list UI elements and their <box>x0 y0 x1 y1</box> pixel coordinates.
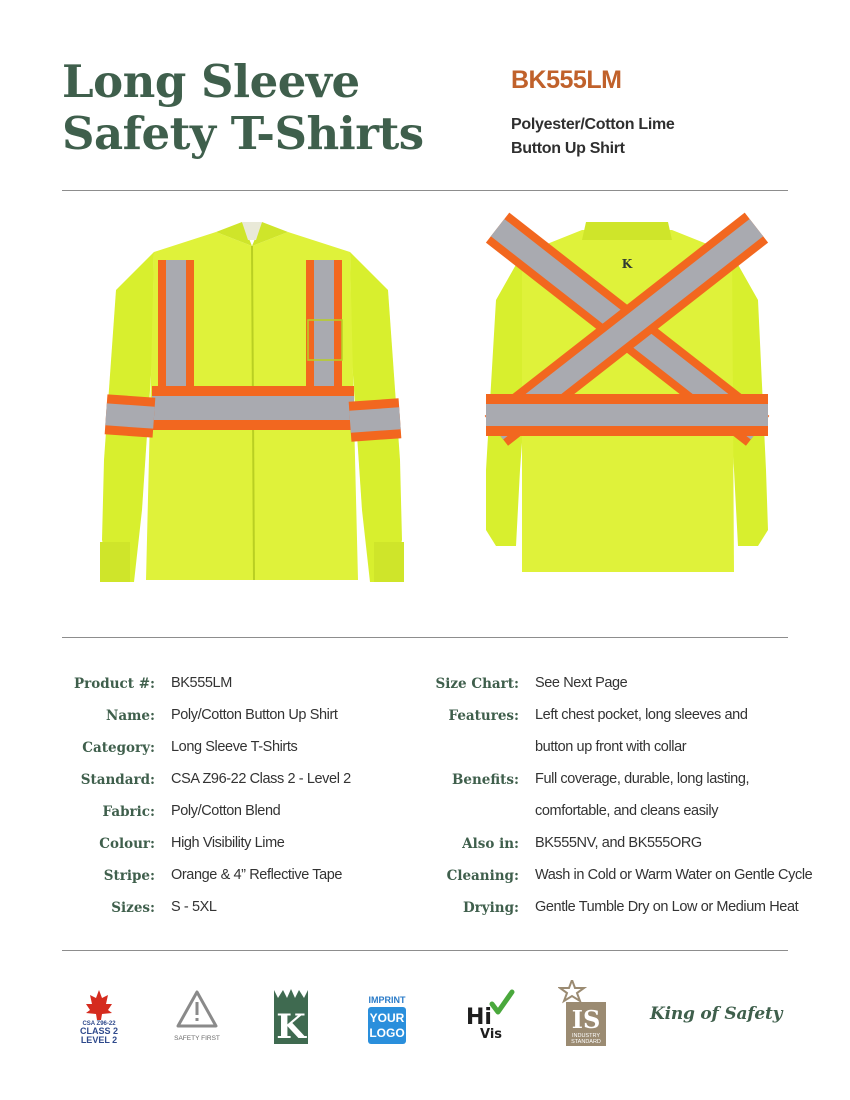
title-line-1: Long Sleeve <box>62 55 360 108</box>
is-line-1: INDUSTRY <box>571 1033 601 1039</box>
spec-row <box>424 670 786 702</box>
spec-row <box>62 862 402 894</box>
spec-value: comfortable, and cleans easily <box>535 803 719 819</box>
front-shirt-image <box>96 210 408 610</box>
imprint-top-text: IMPRINT <box>368 995 406 1005</box>
spec-label: Colour: <box>99 836 155 852</box>
divider-middle <box>62 637 788 638</box>
subtitle-line-2: Button Up Shirt <box>511 140 625 157</box>
spec-row <box>62 766 402 798</box>
checkmark-icon <box>492 992 512 1012</box>
hi-vis-badge <box>462 980 516 1055</box>
spec-value: button up front with collar <box>535 739 687 755</box>
is-main-text: IS <box>571 1005 601 1034</box>
spec-row <box>62 894 402 926</box>
industry-standard-badge <box>558 980 612 1055</box>
imprint-line-2: LOGO <box>369 1026 405 1040</box>
back-shirt-image <box>482 210 772 610</box>
hivis-vis-text: Vis <box>480 1027 503 1042</box>
spec-value: Gentle Tumble Dry on Low or Medium Heat <box>535 899 799 915</box>
spec-value: Orange & 4” Reflective Tape <box>171 867 343 883</box>
specs-right-column <box>424 670 813 926</box>
spec-row <box>62 702 402 734</box>
spec-row <box>424 798 786 830</box>
csa-line-2: CLASS 2 <box>79 1026 119 1036</box>
divider-bottom <box>62 950 788 951</box>
spec-label: Sizes: <box>111 900 155 916</box>
spec-row <box>62 734 402 766</box>
csa-line-3: LEVEL 2 <box>80 1035 118 1045</box>
svg-text:K: K <box>621 257 633 271</box>
csa-line-1: CSA Z96-22 <box>82 1021 116 1027</box>
spec-row <box>424 734 786 766</box>
subtitle-line-1: Polyester/Cotton Lime <box>511 116 675 133</box>
spec-row <box>424 862 813 894</box>
imprint-line-1: YOUR <box>369 1011 405 1025</box>
spec-label: Fabric: <box>102 804 155 820</box>
spec-value: CSA Z96-22 Class 2 - Level 2 <box>171 771 351 787</box>
hivis-hi-text: Hi <box>466 1005 492 1030</box>
spec-value: BK555LM <box>171 675 232 691</box>
spec-label: Benefits: <box>451 772 519 788</box>
spec-value: See Next Page <box>535 675 628 691</box>
safety-first-badge <box>170 980 224 1055</box>
spec-row <box>424 830 786 862</box>
product-subtitle <box>511 113 675 161</box>
spec-value: S - 5XL <box>171 899 217 915</box>
crown-icon <box>274 989 308 1002</box>
brand-wordmark: King of Safety <box>650 1004 783 1024</box>
page-title <box>62 56 482 160</box>
spec-row <box>62 830 402 862</box>
spec-value: Poly/Cotton Blend <box>171 803 281 819</box>
k-logo-badge <box>266 980 316 1055</box>
is-line-2: STANDARD <box>571 1039 601 1045</box>
safety-first-text: SAFETY FIRST <box>174 1035 220 1042</box>
title-line-2: Safety T-Shirts <box>62 107 424 160</box>
imprint-logo-badge <box>362 980 412 1055</box>
spec-label: Also in: <box>462 836 519 852</box>
spec-label: Category: <box>82 740 155 756</box>
spec-label: Stripe: <box>103 868 155 884</box>
csa-badge <box>74 980 124 1055</box>
spec-label: Standard: <box>80 772 155 788</box>
spec-label: Product #: <box>74 676 155 692</box>
spec-value: Full coverage, durable, long lasting, <box>535 771 750 787</box>
spec-row <box>424 894 799 926</box>
product-code: BK555LM <box>511 66 622 94</box>
spec-label: Size Chart: <box>435 676 519 692</box>
divider-top <box>62 190 788 191</box>
specs-left-column <box>62 670 402 926</box>
spec-row <box>62 670 402 702</box>
spec-value: High Visibility Lime <box>171 835 285 851</box>
spec-label: Drying: <box>462 900 519 916</box>
star-icon <box>560 980 584 1001</box>
spec-value: Wash in Cold or Warm Water on Gentle Cycle <box>535 867 813 883</box>
spec-label: Cleaning: <box>446 868 519 884</box>
spec-label: Name: <box>106 708 155 724</box>
spec-row <box>62 798 402 830</box>
spec-label: Features: <box>448 708 519 724</box>
k-logo-text: K <box>276 1007 306 1047</box>
spec-value: BK555NV, and BK555ORG <box>535 835 702 851</box>
spec-value: Long Sleeve T-Shirts <box>171 739 298 755</box>
spec-row <box>424 702 786 734</box>
maple-leaf-icon <box>86 990 112 1020</box>
spec-row <box>424 766 786 798</box>
spec-value: Poly/Cotton Button Up Shirt <box>171 707 338 723</box>
spec-value: Left chest pocket, long sleeves and <box>535 707 748 723</box>
